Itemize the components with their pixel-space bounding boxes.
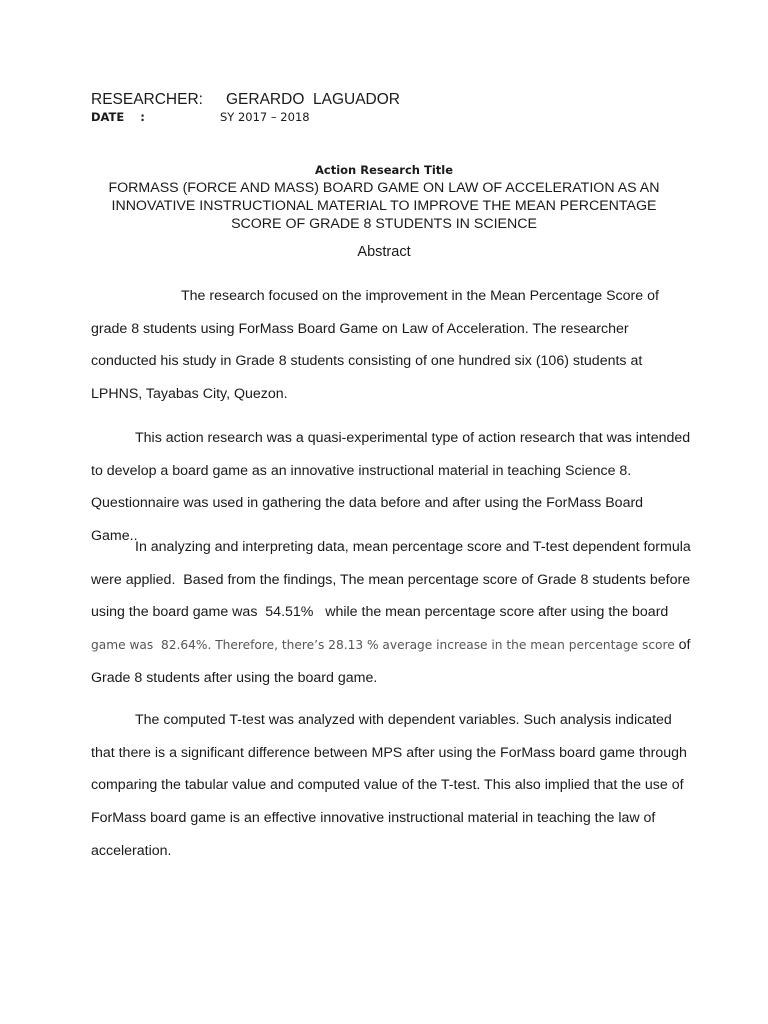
research-title: FORMASS (FORCE AND MASS) BOARD GAME ON LAW OF ACCELERATION AS AN INNOVATIVE INSTRUCTIONAL MATERIAL TO IMPROVE THE MEAN PERCENTAGE SCORE OF GRADE 8 STUDENTS IN SCIENCE <box>108 180 660 232</box>
paragraph-3-part-b: game was 82.64%. Therefore, there’s 28.13 % average increase in the mean percentage score <box>91 638 675 653</box>
date-value: SY 2017 – 2018 <box>220 110 310 124</box>
date-label: DATE : <box>91 110 145 124</box>
date-line <box>91 110 310 124</box>
abstract-paragraph-1: The research focused on the improvement in the Mean Percentage Score of grade 8 students using ForMass Board Game on Law of Acceleration. The researcher conducted his study in Grade 8 students consisting of one hundred six (106) students at LPHNS, Tayabas City, Quezon. <box>91 288 659 403</box>
abstract-heading: Abstract <box>357 244 411 260</box>
abstract-paragraph-2: This action research was a quasi-experimental type of action research that was intended to develop a board game as an innovative instructional material in teaching Science 8. Questionnaire was used in gathering the data before and after using the ForMass Board Game.. <box>91 430 691 545</box>
paragraph-3-part-c: of Grade 8 students after using the board game. <box>91 637 695 686</box>
researcher-line <box>91 91 400 109</box>
abstract-paragraph-3 <box>91 531 695 695</box>
action-research-title-label: Action Research Title <box>314 163 453 177</box>
paragraph-3-part-a: In analyzing and interpreting data, mean percentage score and T-test dependent formula were applied. Based from the findings, The mean percentage score of Grade 8 students before using the board game was 54.51% while the mean percentage score after using the board <box>91 539 695 621</box>
researcher-name: GERARDO LAGUADOR <box>226 91 400 108</box>
researcher-label: RESEARCHER: <box>91 91 203 108</box>
abstract-paragraph-4: The computed T-test was analyzed with dependent variables. Such analysis indicated that there is a significant difference between MPS after using the ForMass board game through comparing the tabular value and computed value of the T-test. This also implied that the use of ForMass board game is an effective innovative instructional material in teaching the law of acceleration. <box>91 712 687 859</box>
